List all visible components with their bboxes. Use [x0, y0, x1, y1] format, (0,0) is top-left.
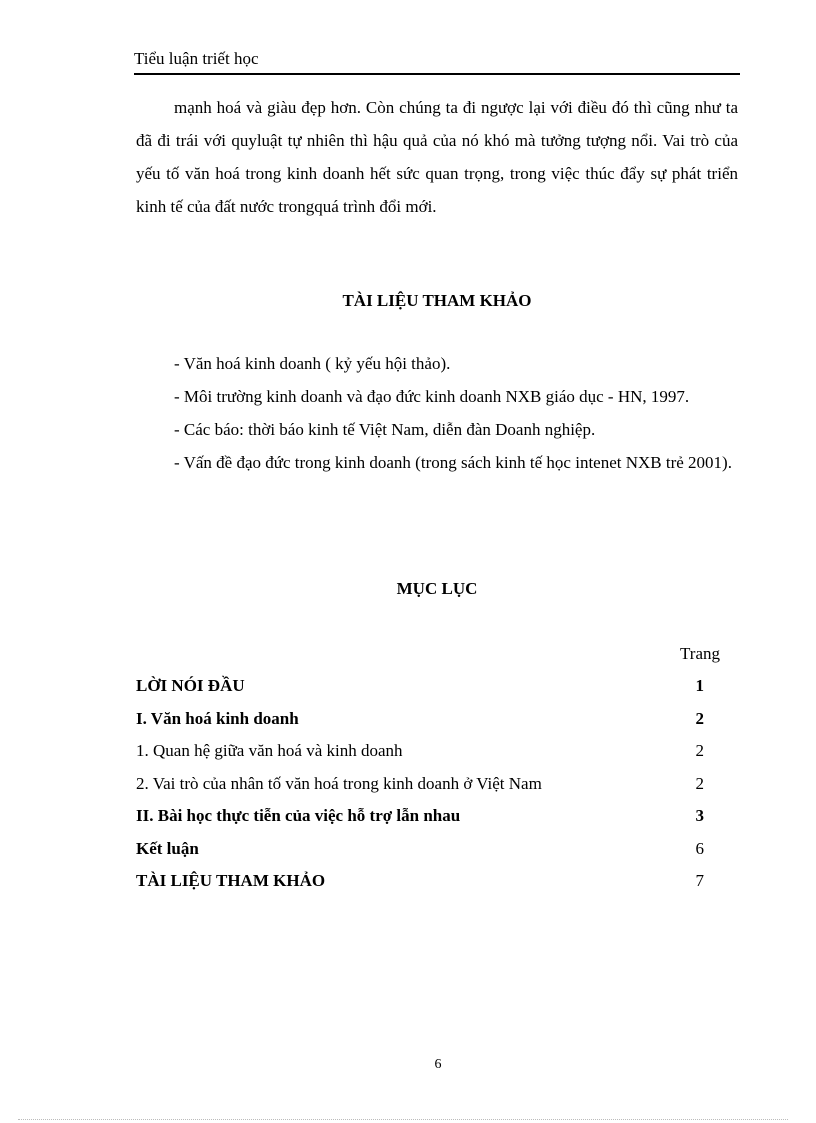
- toc-entry-label: I. Văn hoá kinh doanh: [136, 708, 299, 728]
- references-title: TÀI LIỆU THAM KHẢO: [342, 291, 532, 310]
- toc-entry-label: 2. Vai trò của nhân tố văn hoá trong kinh doanh ở Việt Nam: [136, 773, 542, 793]
- toc-entry: [136, 836, 716, 869]
- reference-list: [136, 347, 738, 479]
- page-bottom-divider: [18, 1119, 788, 1120]
- toc-entry: [136, 803, 716, 836]
- toc-title: MỤC LỤC: [396, 579, 478, 598]
- toc-entry-label: Kết luận: [136, 838, 199, 858]
- toc-page-column-label: Trang: [680, 644, 720, 663]
- toc-entry-page: 2: [695, 741, 704, 760]
- toc-entry-page: 7: [695, 871, 704, 890]
- reference-item: - Môi trường kinh doanh và đạo đức kinh doanh NXB giáo dục - HN, 1997.: [174, 387, 690, 406]
- toc-entry-label: LỜI NÓI ĐẦU: [136, 676, 245, 695]
- page-number: 6: [434, 1057, 442, 1072]
- toc-entry-page: 1: [695, 676, 704, 695]
- reference-item: - Văn hoá kinh doanh ( kỷ yếu hội thảo).: [174, 354, 451, 373]
- toc-entry: [136, 706, 716, 739]
- toc-entry: [136, 868, 716, 901]
- running-header: Tiểu luận triết học: [134, 47, 740, 75]
- toc-entry-page: 6: [695, 838, 704, 858]
- toc-entry-label: 1. Quan hệ giữa văn hoá và kinh doanh: [136, 741, 403, 760]
- toc-entry: [136, 673, 716, 706]
- toc-entry-label: TÀI LIỆU THAM KHẢO: [136, 871, 326, 890]
- toc-entry-page: 2: [695, 708, 704, 728]
- reference-item: - Các báo: thời báo kinh tế Việt Nam, diễn đàn Doanh nghiệp.: [174, 420, 596, 439]
- toc-entry: [136, 738, 716, 771]
- body-paragraph: mạnh hoá và giàu đẹp hơn. Còn chúng ta đi ngược lại với điều đó thì cũng như ta đã đi trái với quyluật tự nhiên thì hậu quả của nó khó mà tưởng tượng nổi. Vai trò của yếu tố văn hoá trong kinh doanh hết sức quan trọng, trong việc thúc đẩy sự phát triển kinh tế của đất nước trongquá trình đổi mới.: [136, 98, 738, 216]
- table-of-contents: [136, 673, 716, 901]
- toc-entry: [136, 771, 716, 804]
- toc-entry-page: 2: [695, 773, 704, 793]
- toc-entry-label: II. Bài học thực tiễn của việc hỗ trợ lẫn nhau: [136, 806, 461, 825]
- toc-entry-page: 3: [695, 806, 704, 825]
- reference-item: - Vấn đề đạo đức trong kinh doanh (trong sách kinh tế học intenet NXB trẻ 2001).: [174, 453, 732, 472]
